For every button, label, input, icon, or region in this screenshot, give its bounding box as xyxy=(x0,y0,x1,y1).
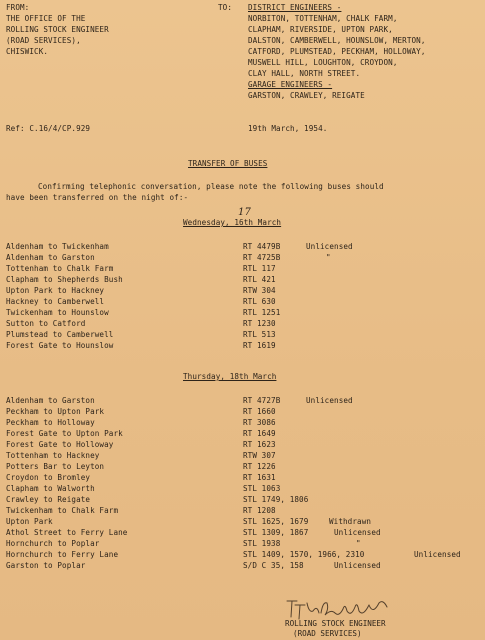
bus-number: RT 1619 xyxy=(243,341,276,350)
document-title: TRANSFER OF BUSES xyxy=(188,159,268,168)
transfer-route: Clapham to Shepherds Bush xyxy=(6,275,123,284)
signature-subtitle: (ROAD SERVICES) xyxy=(293,629,362,638)
bus-status: " xyxy=(326,253,331,262)
bus-number: RT 4727B xyxy=(243,396,281,405)
to-line: CLAY HALL, NORTH STREET. xyxy=(248,69,361,78)
to-line: NORBITON, TOTTENHAM, CHALK FARM, xyxy=(248,14,398,23)
bus-number: RT 1660 xyxy=(243,407,276,416)
bus-status: Unlicensed xyxy=(414,550,461,559)
bus-status: Unlicensed xyxy=(334,561,381,570)
transfer-route: Twickenham to Chalk Farm xyxy=(6,506,119,515)
letter-date: 19th March, 1954. xyxy=(248,124,328,133)
bus-number: RTL 513 xyxy=(243,330,276,339)
from-line: (ROAD SERVICES), xyxy=(6,36,81,45)
transfer-route: Garston to Poplar xyxy=(6,561,86,570)
bus-number: STL 1938 xyxy=(243,539,281,548)
from-label: FROM: xyxy=(6,3,30,12)
transfer-route: Hornchurch to Poplar xyxy=(6,539,100,548)
transfer-route: Crawley to Reigate xyxy=(6,495,91,504)
transfer-route: Plumstead to Camberwell xyxy=(6,330,114,339)
bus-number: RT 1208 xyxy=(243,506,276,515)
from-line: CHISWICK. xyxy=(6,47,49,56)
transfer-route: Sutton to Catford xyxy=(6,319,86,328)
signature-scribble xyxy=(283,595,393,621)
bus-number: RTL 421 xyxy=(243,275,276,284)
signature-title: ROLLING STOCK ENGINEER xyxy=(285,619,386,628)
bus-number: RTL 117 xyxy=(243,264,276,273)
to-line: MUSWELL HILL, LOUGHTON, CROYDON, xyxy=(248,58,398,67)
bus-status: Unlicensed xyxy=(306,242,353,251)
bus-number: RT 4479B xyxy=(243,242,281,251)
transfer-route: Clapham to Walworth xyxy=(6,484,95,493)
bus-number: RT 3086 xyxy=(243,418,276,427)
reference: Ref: C.16/4/CP.929 xyxy=(6,124,91,133)
bus-number: STL 1625, 1679 xyxy=(243,517,309,526)
intro-line: Confirming telephonic conversation, please note the following buses should xyxy=(38,182,384,191)
bus-status: Unlicensed xyxy=(334,528,381,537)
section-heading-thursday: Thursday, 18th March xyxy=(183,372,277,381)
from-line: ROLLING STOCK ENGINEER xyxy=(6,25,109,34)
bus-number: RT 4725B xyxy=(243,253,281,262)
bus-number: STL 1063 xyxy=(243,484,281,493)
transfer-route: Croydon to Bromley xyxy=(6,473,91,482)
bus-number: RT 1226 xyxy=(243,462,276,471)
bus-status: Withdrawn xyxy=(329,517,372,526)
bus-number: STL 1749, 1806 xyxy=(243,495,309,504)
transfer-route: Hornchurch to Ferry Lane xyxy=(6,550,119,559)
bus-number: S/D C 35, 158 xyxy=(243,561,304,570)
to-line: CLAPHAM, RIVERSIDE, UPTON PARK, xyxy=(248,25,393,34)
handwritten-correction: 17 xyxy=(238,207,251,218)
transfer-route: Tottenham to Hackney xyxy=(6,451,100,460)
bus-number: RTW 304 xyxy=(243,286,276,295)
transfer-route: Potters Bar to Leyton xyxy=(6,462,105,471)
transfer-route: Forest Gate to Hounslow xyxy=(6,341,114,350)
bus-number: RTW 307 xyxy=(243,451,276,460)
to-line: CATFORD, PLUMSTEAD, PECKHAM, HOLLOWAY, xyxy=(248,47,426,56)
to-label: TO: xyxy=(218,3,233,12)
transfer-route: Aldenham to Garston xyxy=(6,396,95,405)
bus-status: " xyxy=(356,539,361,548)
bus-number: RT 1230 xyxy=(243,319,276,328)
transfer-route: Twickenham to Hounslow xyxy=(6,308,109,317)
transfer-route: Athol Street to Ferry Lane xyxy=(6,528,128,537)
transfer-route: Upton Park to Hackney xyxy=(6,286,105,295)
to-line: DALSTON, CAMBERWELL, HOUNSLOW, MERTON, xyxy=(248,36,426,45)
handwritten-signature xyxy=(283,595,393,621)
bus-number: RT 1623 xyxy=(243,440,276,449)
to-line: DISTRICT ENGINEERS - xyxy=(248,3,342,12)
transfer-route: Hackney to Camberwell xyxy=(6,297,105,306)
bus-number: RTL 1251 xyxy=(243,308,281,317)
intro-line: have been transferred on the night of:- xyxy=(6,193,189,202)
from-line: THE OFFICE OF THE xyxy=(6,14,86,23)
to-line: GARSTON, CRAWLEY, REIGATE xyxy=(248,91,365,100)
to-line: GARAGE ENGINEERS - xyxy=(248,80,333,89)
transfer-route: Peckham to Holloway xyxy=(6,418,95,427)
bus-number: STL 1309, 1867 xyxy=(243,528,309,537)
bus-status: Unlicensed xyxy=(306,396,353,405)
bus-number: STL 1409, 1570, 1966, 2310 xyxy=(243,550,365,559)
bus-number: RTL 630 xyxy=(243,297,276,306)
transfer-route: Peckham to Upton Park xyxy=(6,407,105,416)
transfer-route: Aldenham to Twickenham xyxy=(6,242,109,251)
transfer-route: Aldenham to Garston xyxy=(6,253,95,262)
transfer-route: Forest Gate to Holloway xyxy=(6,440,114,449)
section-heading-wednesday: Wednesday, 16th March xyxy=(183,218,282,227)
transfer-route: Upton Park xyxy=(6,517,53,526)
transfer-route: Forest Gate to Upton Park xyxy=(6,429,123,438)
bus-number: RT 1631 xyxy=(243,473,276,482)
transfer-route: Tottenham to Chalk Farm xyxy=(6,264,114,273)
bus-number: RT 1649 xyxy=(243,429,276,438)
